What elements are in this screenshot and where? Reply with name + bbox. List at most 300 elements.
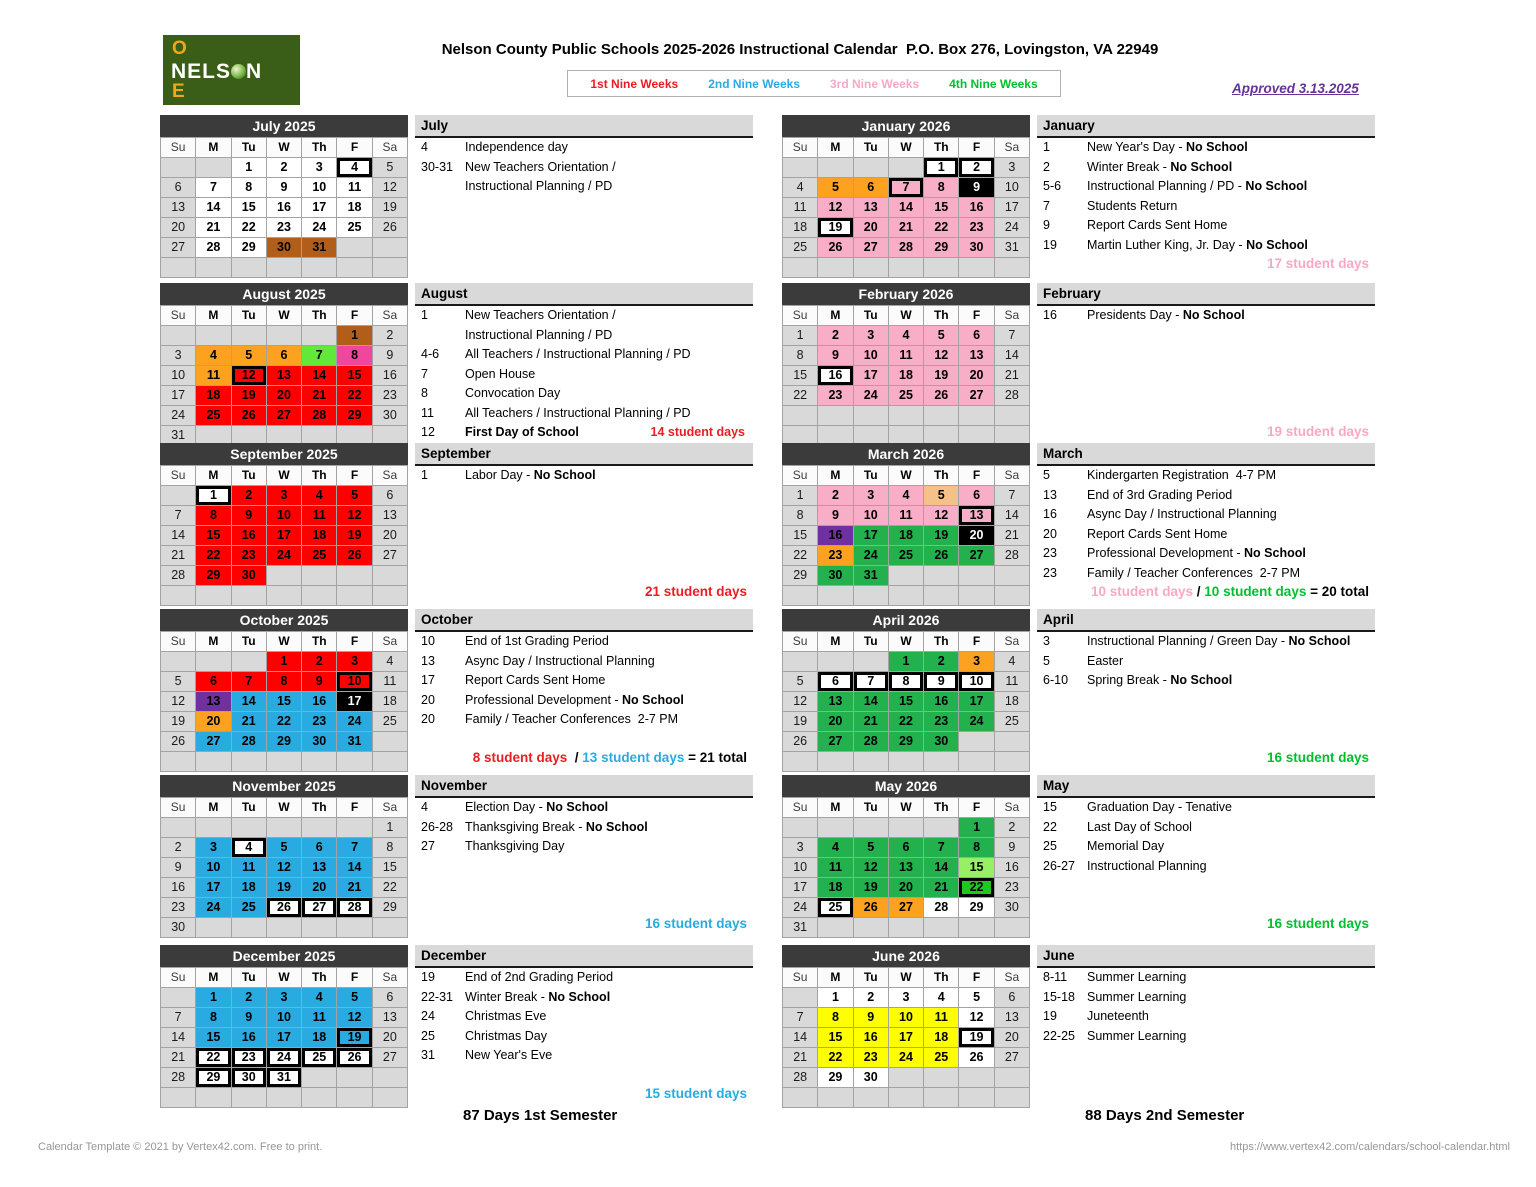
event-row — [415, 632, 753, 652]
day-cell: 9 — [818, 506, 852, 525]
day-cell: 21 — [995, 366, 1029, 385]
day-cell: 5 — [161, 672, 195, 691]
day-cell — [337, 1068, 371, 1087]
day-cell: 4 — [373, 652, 407, 671]
day-cell — [196, 918, 230, 937]
event-date: 22 — [1043, 819, 1057, 834]
event-row — [1037, 564, 1375, 584]
day-cell: 26 — [232, 406, 266, 425]
calendar-month-title: October 2025 — [160, 609, 408, 631]
day-cell: 20 — [818, 712, 852, 731]
day-cell: 19 — [818, 218, 852, 237]
day-cell: 20 — [854, 218, 888, 237]
day-cell — [783, 752, 817, 771]
day-cell — [924, 586, 958, 605]
day-cell: 22 — [959, 878, 993, 897]
event-date: 3 — [1043, 634, 1050, 648]
day-cell: 27 — [196, 732, 230, 751]
day-cell: 20 — [959, 366, 993, 385]
day-cell: 9 — [232, 1008, 266, 1027]
day-cell: 6 — [267, 346, 301, 365]
first-semester-total: 87 Days 1st Semester — [463, 1107, 618, 1124]
day-cell: 7 — [161, 1008, 195, 1027]
legend-item: 2nd Nine Weeks — [708, 76, 800, 91]
event-date: 4-6 — [421, 347, 440, 361]
day-cell: 27 — [373, 1048, 407, 1067]
day-cell: 11 — [373, 672, 407, 691]
event-row — [415, 671, 753, 691]
footer-url-link[interactable]: https://www.vertex42.com/calendars/school-calendar.html — [1229, 1141, 1510, 1153]
day-of-week-header: Th — [302, 466, 336, 485]
day-cell — [161, 752, 195, 771]
event-row — [415, 423, 753, 443]
calendar-grid — [160, 631, 408, 772]
day-cell — [889, 818, 923, 837]
day-cell: 23 — [161, 898, 195, 917]
day-cell: 30 — [959, 238, 993, 257]
day-of-week-header: Su — [783, 968, 817, 987]
day-cell: 15 — [783, 366, 817, 385]
event-date — [415, 177, 465, 197]
day-cell — [161, 988, 195, 1007]
day-cell: 13 — [889, 858, 923, 877]
day-cell — [889, 406, 923, 425]
event-row — [1037, 837, 1375, 857]
day-of-week-header: F — [337, 632, 371, 651]
day-cell — [783, 406, 817, 425]
approved-stamp: Approved 3.13.2025 — [1232, 81, 1359, 96]
event-row — [1037, 177, 1375, 197]
day-cell: 29 — [959, 898, 993, 917]
day-cell: 22 — [889, 712, 923, 731]
day-cell — [783, 652, 817, 671]
day-cell: 27 — [373, 546, 407, 565]
day-cell: 15 — [267, 692, 301, 711]
event-text: Graduation Day - Tenative — [1087, 800, 1232, 814]
day-cell: 16 — [959, 198, 993, 217]
student-days-note: 14 student days — [650, 425, 745, 439]
day-cell: 2 — [818, 486, 852, 505]
day-cell — [161, 1088, 195, 1107]
day-cell: 23 — [232, 1048, 266, 1067]
event-month-header: December — [415, 945, 753, 968]
day-cell: 6 — [373, 988, 407, 1007]
day-of-week-header: Th — [924, 798, 958, 817]
event-list-december — [415, 945, 753, 1105]
event-date: 5 — [1043, 468, 1050, 482]
day-cell: 22 — [818, 1048, 852, 1067]
summary-segment: 13 student days — [582, 750, 685, 765]
day-cell: 27 — [959, 546, 993, 565]
day-of-week-header: F — [337, 968, 371, 987]
summary-segment: 16 student days — [1266, 750, 1369, 765]
day-cell: 1 — [337, 326, 371, 345]
day-cell — [783, 586, 817, 605]
event-text: Report Cards Sent Home — [1087, 526, 1228, 541]
day-cell: 28 — [995, 546, 1029, 565]
day-cell: 27 — [161, 238, 195, 257]
day-cell: 12 — [783, 692, 817, 711]
event-date: 16 — [1043, 507, 1057, 521]
event-text: First Day of School — [465, 425, 579, 439]
day-cell: 15 — [818, 1028, 852, 1047]
day-cell — [161, 652, 195, 671]
event-row — [415, 384, 753, 404]
event-date: 20 — [421, 712, 435, 726]
summary-segment: 16 student days — [1266, 916, 1369, 931]
day-cell: 17 — [267, 526, 301, 545]
day-cell: 10 — [854, 346, 888, 365]
day-cell: 25 — [232, 898, 266, 917]
event-list-november — [415, 775, 753, 935]
day-cell: 20 — [267, 386, 301, 405]
calendar-month-title: November 2025 — [160, 775, 408, 797]
day-cell: 15 — [232, 198, 266, 217]
day-cell — [889, 258, 923, 277]
day-cell: 22 — [373, 878, 407, 897]
day-of-week-header: Tu — [854, 306, 888, 325]
day-of-week-header: M — [818, 466, 852, 485]
day-cell — [337, 586, 371, 605]
day-cell — [337, 1088, 371, 1107]
day-cell: 6 — [196, 672, 230, 691]
day-cell: 8 — [818, 1008, 852, 1027]
event-date: 20 — [421, 692, 435, 707]
day-cell: 3 — [995, 158, 1029, 177]
day-of-week-header: Su — [783, 466, 817, 485]
event-row — [1037, 1027, 1375, 1047]
day-cell: 1 — [232, 158, 266, 177]
day-cell: 7 — [995, 326, 1029, 345]
day-cell: 15 — [196, 1028, 230, 1047]
event-date: 1 — [1043, 140, 1050, 154]
day-cell — [854, 258, 888, 277]
event-row — [1037, 857, 1375, 877]
day-cell: 5 — [924, 486, 958, 505]
mini-calendar-may-2026 — [782, 775, 1030, 938]
summary-segment: 21 student days — [644, 584, 747, 599]
day-cell: 12 — [924, 346, 958, 365]
day-cell — [232, 326, 266, 345]
day-cell: 2 — [995, 818, 1029, 837]
day-cell — [267, 818, 301, 837]
day-cell — [267, 326, 301, 345]
calendar-month-title: May 2026 — [782, 775, 1030, 797]
mini-calendar-december-2025 — [160, 945, 408, 1108]
day-cell: 14 — [889, 198, 923, 217]
day-of-week-header: Su — [161, 306, 195, 325]
day-cell: 31 — [337, 732, 371, 751]
day-of-week-header: Su — [783, 632, 817, 651]
day-cell: 20 — [889, 878, 923, 897]
day-cell — [924, 752, 958, 771]
day-cell: 13 — [959, 346, 993, 365]
day-of-week-header: Sa — [373, 466, 407, 485]
legend-item: 1st Nine Weeks — [590, 76, 679, 91]
day-cell: 17 — [783, 878, 817, 897]
day-cell: 22 — [232, 218, 266, 237]
day-cell: 6 — [995, 988, 1029, 1007]
day-cell — [302, 1088, 336, 1107]
day-cell: 3 — [196, 838, 230, 857]
day-cell: 9 — [373, 346, 407, 365]
day-cell: 23 — [232, 546, 266, 565]
day-of-week-header: M — [818, 632, 852, 651]
day-cell: 5 — [337, 486, 371, 505]
logo-name-part: NELS — [171, 60, 232, 83]
day-of-week-header: F — [959, 798, 993, 817]
day-of-week-header: Sa — [373, 632, 407, 651]
event-date: 30-31 — [421, 159, 453, 174]
day-cell: 21 — [337, 878, 371, 897]
day-cell: 29 — [267, 732, 301, 751]
day-cell: 17 — [302, 198, 336, 217]
day-cell: 15 — [196, 526, 230, 545]
day-cell: 2 — [161, 838, 195, 857]
day-cell: 9 — [267, 178, 301, 197]
day-cell: 4 — [924, 988, 958, 1007]
calendar-grid — [782, 137, 1030, 278]
day-cell: 30 — [232, 1068, 266, 1087]
student-days-summary — [1267, 750, 1369, 765]
day-cell — [854, 918, 888, 937]
event-date: 22-31 — [421, 989, 453, 1004]
day-of-week-header: Tu — [854, 632, 888, 651]
day-cell: 31 — [161, 426, 195, 445]
event-date: 8 — [421, 386, 428, 400]
day-cell: 24 — [267, 546, 301, 565]
day-cell — [959, 732, 993, 751]
event-date: 26-27 — [1043, 858, 1075, 873]
day-cell: 4 — [232, 838, 266, 857]
day-cell — [196, 586, 230, 605]
day-cell — [373, 732, 407, 751]
day-cell: 4 — [783, 178, 817, 197]
day-cell — [302, 1068, 336, 1087]
day-of-week-header: M — [818, 138, 852, 157]
event-row — [415, 837, 753, 857]
day-cell — [232, 652, 266, 671]
day-cell: 16 — [818, 366, 852, 385]
day-cell: 25 — [995, 712, 1029, 731]
day-cell: 21 — [232, 712, 266, 731]
event-date: 19 — [1043, 237, 1057, 252]
event-row — [1037, 158, 1375, 178]
day-cell: 10 — [302, 178, 336, 197]
event-text: End of 3rd Grading Period — [1087, 487, 1233, 502]
day-cell: 1 — [818, 988, 852, 1007]
day-cell: 25 — [889, 386, 923, 405]
day-cell: 2 — [959, 158, 993, 177]
day-cell: 21 — [889, 218, 923, 237]
day-cell: 15 — [373, 858, 407, 877]
day-cell: 5 — [373, 158, 407, 177]
day-cell: 12 — [818, 198, 852, 217]
day-cell: 31 — [267, 1068, 301, 1087]
day-of-week-header: Sa — [373, 306, 407, 325]
day-cell: 2 — [267, 158, 301, 177]
day-cell: 8 — [959, 838, 993, 857]
event-date: 19 — [421, 970, 435, 984]
day-cell — [302, 326, 336, 345]
day-cell: 18 — [232, 878, 266, 897]
day-of-week-header: F — [337, 466, 371, 485]
event-text: Labor Day - No School — [465, 468, 596, 482]
day-cell: 28 — [889, 238, 923, 257]
day-cell: 21 — [161, 546, 195, 565]
day-of-week-header: F — [337, 798, 371, 817]
day-cell: 7 — [232, 672, 266, 691]
day-cell: 4 — [302, 988, 336, 1007]
day-cell: 28 — [232, 732, 266, 751]
calendar-grid — [782, 465, 1030, 606]
event-text: New Year's Day - No School — [1087, 140, 1248, 154]
day-cell — [854, 586, 888, 605]
event-date: 15-18 — [1043, 989, 1075, 1004]
calendar-month-title: February 2026 — [782, 283, 1030, 305]
day-cell — [232, 918, 266, 937]
day-cell: 24 — [783, 898, 817, 917]
event-row — [1037, 632, 1375, 652]
day-cell: 2 — [854, 988, 888, 1007]
day-cell: 19 — [854, 878, 888, 897]
day-cell — [854, 752, 888, 771]
day-cell: 18 — [302, 1028, 336, 1047]
day-of-week-header: W — [267, 968, 301, 987]
event-month-header: October — [415, 609, 753, 632]
day-cell: 13 — [302, 858, 336, 877]
day-cell — [924, 918, 958, 937]
day-cell — [783, 1088, 817, 1107]
day-cell: 7 — [889, 178, 923, 197]
day-cell — [302, 918, 336, 937]
event-month-header: July — [415, 115, 753, 138]
event-text: Easter — [1087, 653, 1124, 668]
day-cell: 3 — [267, 486, 301, 505]
day-cell: 24 — [302, 218, 336, 237]
day-of-week-header: M — [818, 968, 852, 987]
day-cell: 31 — [995, 238, 1029, 257]
day-cell: 8 — [924, 178, 958, 197]
day-cell: 13 — [373, 506, 407, 525]
day-of-week-header: W — [889, 632, 923, 651]
legend-item: 3rd Nine Weeks — [830, 76, 920, 91]
day-cell: 4 — [818, 838, 852, 857]
day-cell: 7 — [196, 178, 230, 197]
globe-icon — [231, 64, 246, 79]
event-text: All Teachers / Instructional Planning / PD — [465, 347, 691, 361]
day-of-week-header: Th — [924, 306, 958, 325]
day-cell: 26 — [337, 1048, 371, 1067]
day-cell — [337, 818, 371, 837]
event-month-header: January — [1037, 115, 1375, 138]
day-cell: 30 — [818, 566, 852, 585]
day-cell: 22 — [783, 546, 817, 565]
event-row — [415, 988, 753, 1008]
day-cell: 8 — [783, 506, 817, 525]
day-cell — [337, 566, 371, 585]
calendar-grid — [782, 797, 1030, 938]
event-text: End of 1st Grading Period — [465, 634, 609, 648]
day-cell: 14 — [232, 692, 266, 711]
day-cell — [373, 918, 407, 937]
event-row — [1037, 968, 1375, 988]
mini-calendar-january-2026 — [782, 115, 1030, 278]
day-cell — [995, 732, 1029, 751]
event-list-july — [415, 115, 753, 277]
day-of-week-header: M — [196, 968, 230, 987]
day-cell: 16 — [995, 858, 1029, 877]
day-cell: 1 — [267, 652, 301, 671]
day-cell: 7 — [995, 486, 1029, 505]
day-cell: 29 — [196, 566, 230, 585]
day-cell: 26 — [267, 898, 301, 917]
event-month-header: March — [1037, 443, 1375, 466]
day-cell — [924, 258, 958, 277]
day-cell: 10 — [959, 672, 993, 691]
day-of-week-header: Sa — [995, 138, 1029, 157]
day-cell: 13 — [959, 506, 993, 525]
day-cell: 2 — [818, 326, 852, 345]
summary-segment: 17 student days — [1266, 256, 1369, 271]
day-cell: 4 — [337, 158, 371, 177]
summary-segment: = 20 total — [1306, 584, 1369, 599]
day-of-week-header: F — [337, 306, 371, 325]
day-cell: 20 — [196, 712, 230, 731]
day-cell: 2 — [373, 326, 407, 345]
event-month-header: May — [1037, 775, 1375, 798]
day-cell: 19 — [267, 878, 301, 897]
calendar-grid — [160, 797, 408, 938]
day-cell — [373, 1068, 407, 1087]
day-cell: 10 — [161, 366, 195, 385]
day-cell: 23 — [302, 712, 336, 731]
day-cell: 10 — [267, 1008, 301, 1027]
summary-segment: 19 student days — [1266, 424, 1369, 439]
day-cell — [959, 1088, 993, 1107]
day-cell: 9 — [854, 1008, 888, 1027]
day-cell: 16 — [818, 526, 852, 545]
day-cell: 14 — [161, 526, 195, 545]
day-cell: 30 — [995, 898, 1029, 917]
day-cell: 24 — [161, 406, 195, 425]
calendar-month-title: April 2026 — [782, 609, 1030, 631]
day-cell: 22 — [267, 712, 301, 731]
day-cell: 12 — [959, 1008, 993, 1027]
day-cell: 5 — [337, 988, 371, 1007]
day-cell: 28 — [161, 1068, 195, 1087]
day-cell: 11 — [995, 672, 1029, 691]
day-cell: 19 — [783, 712, 817, 731]
event-text: Instructional Planning / PD - No School — [1087, 179, 1308, 193]
day-cell: 4 — [889, 486, 923, 505]
day-cell: 18 — [818, 878, 852, 897]
student-days-summary — [645, 1086, 747, 1101]
day-of-week-header: Sa — [373, 968, 407, 987]
day-cell — [889, 566, 923, 585]
day-cell — [267, 918, 301, 937]
day-cell: 5 — [854, 838, 888, 857]
day-cell: 6 — [818, 672, 852, 691]
event-date: 23 — [1043, 546, 1057, 560]
day-cell — [161, 158, 195, 177]
student-days-summary — [645, 584, 747, 599]
day-cell: 30 — [854, 1068, 888, 1087]
day-cell: 23 — [959, 218, 993, 237]
day-cell — [196, 1088, 230, 1107]
day-cell — [854, 1088, 888, 1107]
event-row — [415, 365, 753, 385]
